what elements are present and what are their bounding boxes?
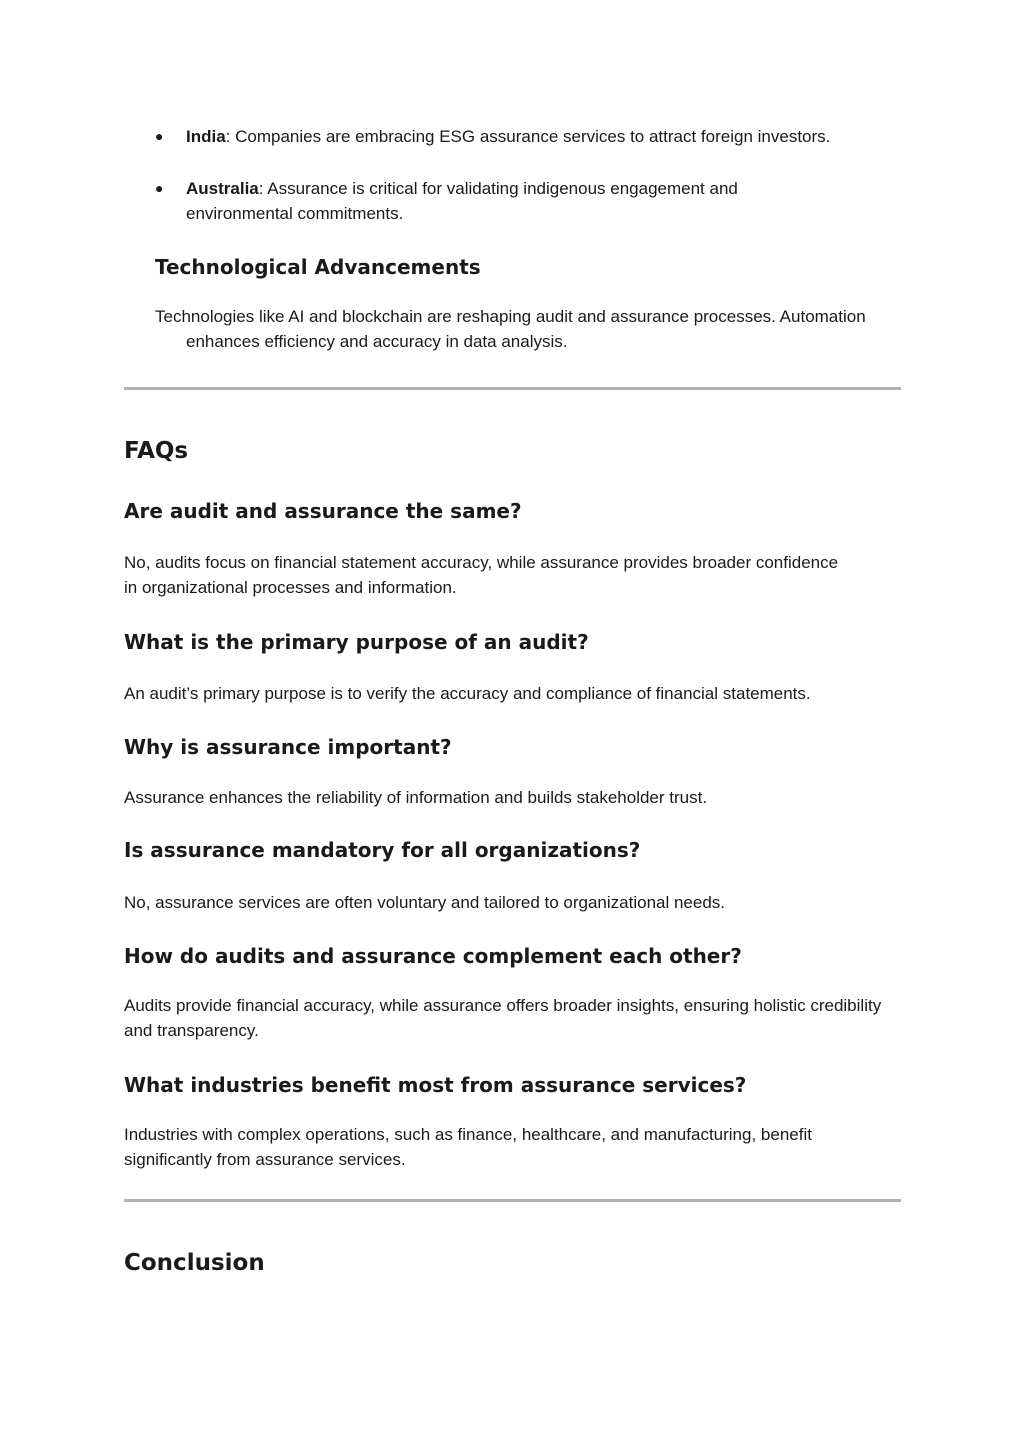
faq-question: Is assurance mandatory for all organizations? (124, 838, 641, 862)
list-item-term: India (186, 127, 226, 146)
tech-heading: Technological Advancements (155, 255, 481, 279)
list-item-india (186, 124, 846, 149)
faq-answer: No, assurance services are often voluntary and tailored to organizational needs. (124, 893, 726, 912)
faq-answer: Assurance enhances the reliability of information and builds stakeholder trust. (124, 788, 708, 807)
faq-question: How do audits and assurance complement each other? (124, 944, 742, 968)
faq-question: Are audit and assurance the same? (124, 499, 522, 523)
conclusion-heading: Conclusion (124, 1250, 265, 1276)
section-divider (124, 1199, 901, 1202)
tech-paragraph: Technologies like AI and blockchain are reshaping audit and assurance processes. Automation enhances efficiency and accuracy in data analysis. (155, 307, 866, 351)
list-item-text: : Assurance is critical for validating indigenous engagement and environmental commitments. (186, 179, 738, 223)
faqs-heading: FAQs (124, 438, 189, 464)
faq-question: Why is assurance important? (124, 735, 452, 759)
section-divider (124, 387, 901, 390)
faq-answer: Audits provide financial accuracy, while assurance offers broader insights, ensuring holistic credibility and transparency. (124, 996, 882, 1040)
list-item-text: : Companies are embracing ESG assurance services to attract foreign investors. (225, 127, 831, 146)
list-item-term: Australia (186, 179, 259, 198)
faq-answer: No, audits focus on financial statement accuracy, while assurance provides broader confidence in organizational processes and information. (124, 553, 839, 597)
list-item-australia (186, 176, 846, 226)
faq-answer: An audit’s primary purpose is to verify the accuracy and compliance of financial statements. (124, 684, 811, 703)
faq-question: What industries benefit most from assurance services? (124, 1073, 747, 1097)
bullet-icon: ● (155, 180, 164, 196)
faq-question: What is the primary purpose of an audit? (124, 630, 589, 654)
bullet-icon: ● (155, 128, 164, 144)
faq-answer: Industries with complex operations, such as finance, healthcare, and manufacturing, benefit significantly from assurance services. (124, 1125, 812, 1169)
